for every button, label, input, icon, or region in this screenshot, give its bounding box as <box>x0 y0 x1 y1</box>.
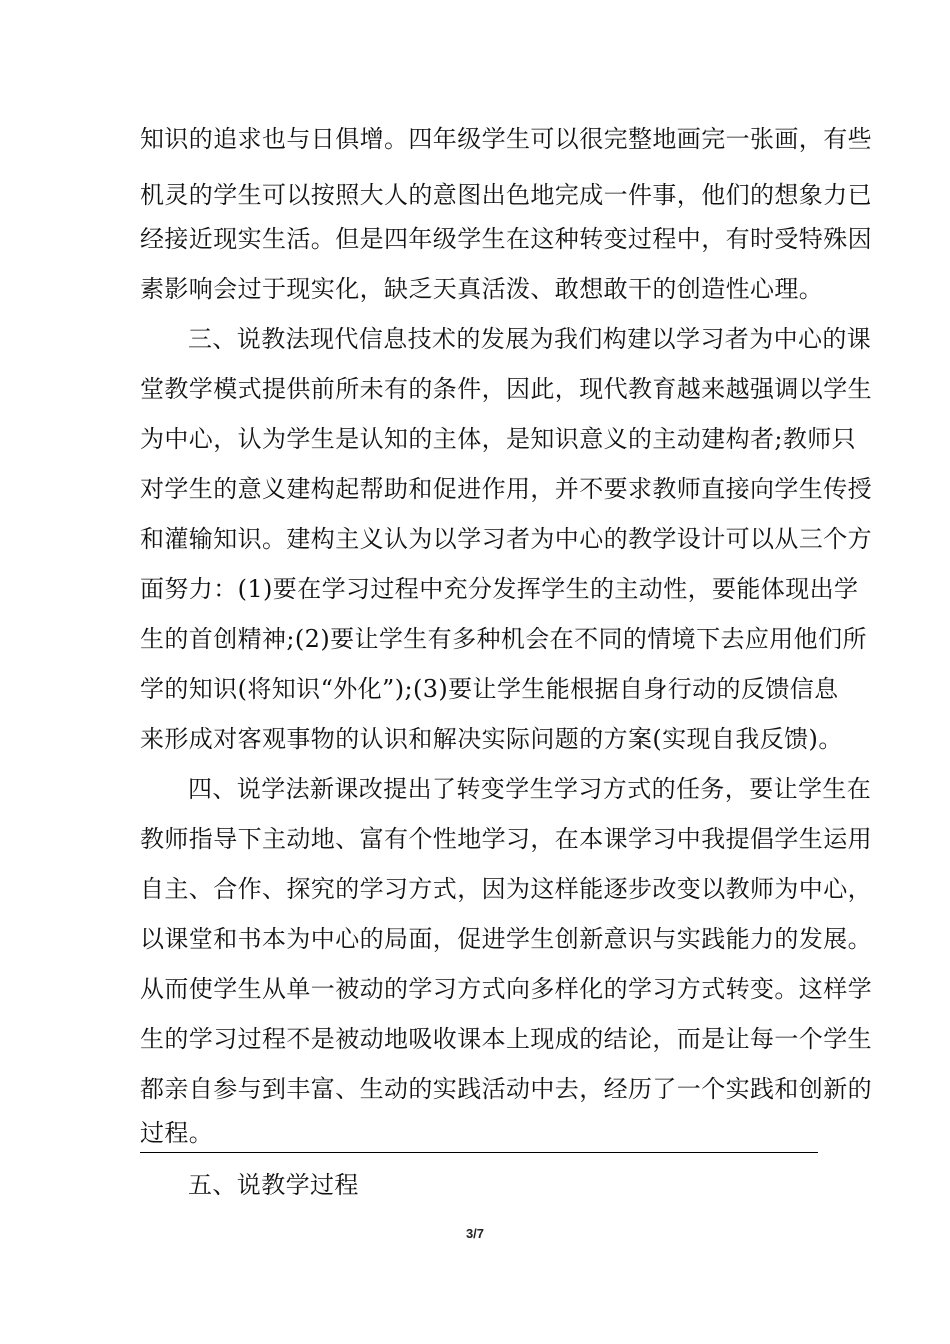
text-line: 和灌输知识。建构主义认为以学习者为中心的教学设计可以从三个方 <box>140 525 872 553</box>
text-line: 经接近现实生活。但是四年级学生在这种转变过程中，有时受特殊因 <box>140 225 872 253</box>
text-line: 生的首创精神;(2)要让学生有多种机会在不同的情境下去应用他们所 <box>140 625 867 653</box>
text-line: 都亲自参与到丰富、生动的实践活动中去，经历了一个实践和创新的 <box>140 1075 872 1103</box>
paragraph-heading-teaching-method: 三、说教法现代信息技术的发展为我们构建以学习者为中心的课 <box>188 325 872 353</box>
text-line: 堂教学模式提供前所未有的条件，因此，现代教育越来越强调以学生 <box>140 375 872 403</box>
text-line: 面努力：(1)要在学习过程中充分发挥学生的主动性，要能体现出学 <box>140 575 859 603</box>
text-line: 对学生的意义建构起帮助和促进作用，并不要求教师直接向学生传授 <box>140 475 872 503</box>
text-line: 从而使学生从单一被动的学习方式向多样化的学习方式转变。这样学 <box>140 975 872 1003</box>
text-line: 机灵的学生可以按照大人的意图出色地完成一件事，他们的想象力已 <box>140 181 872 209</box>
text-line: 素影响会过于现实化，缺乏天真活泼、敢想敢干的创造性心理。 <box>140 275 824 303</box>
paragraph-heading-learning-method: 四、说学法新课改提出了转变学生学习方式的任务，要让学生在 <box>188 775 872 803</box>
paragraph-heading-teaching-process: 五、说教学过程 <box>188 1171 359 1199</box>
page-number: 3/7 <box>465 1226 485 1241</box>
text-line: 自主、合作、探究的学习方式，因为这样能逐步改变以教师为中心， <box>140 875 872 903</box>
text-line: 教师指导下主动地、富有个性地学习，在本课学习中我提倡学生运用 <box>140 825 872 853</box>
text-line: 为中心，认为学生是认知的主体，是知识意义的主动建构者;教师只 <box>140 425 857 453</box>
text-line: 生的学习过程不是被动地吸收课本上现成的结论，而是让每一个学生 <box>140 1025 872 1053</box>
text-line: 学的知识(将知识“外化”);(3)要让学生能根据自身行动的反馈信息 <box>140 675 839 703</box>
horizontal-rule <box>140 1152 818 1153</box>
text-line: 过程。 <box>140 1119 214 1147</box>
text-line: 以课堂和书本为中心的局面，促进学生创新意识与实践能力的发展。 <box>140 925 872 953</box>
text-line: 知识的追求也与日俱增。四年级学生可以很完整地画完一张画，有些 <box>140 125 872 153</box>
text-line: 来形成对客观事物的认识和解决实际问题的方案(实现自我反馈)。 <box>140 725 843 753</box>
